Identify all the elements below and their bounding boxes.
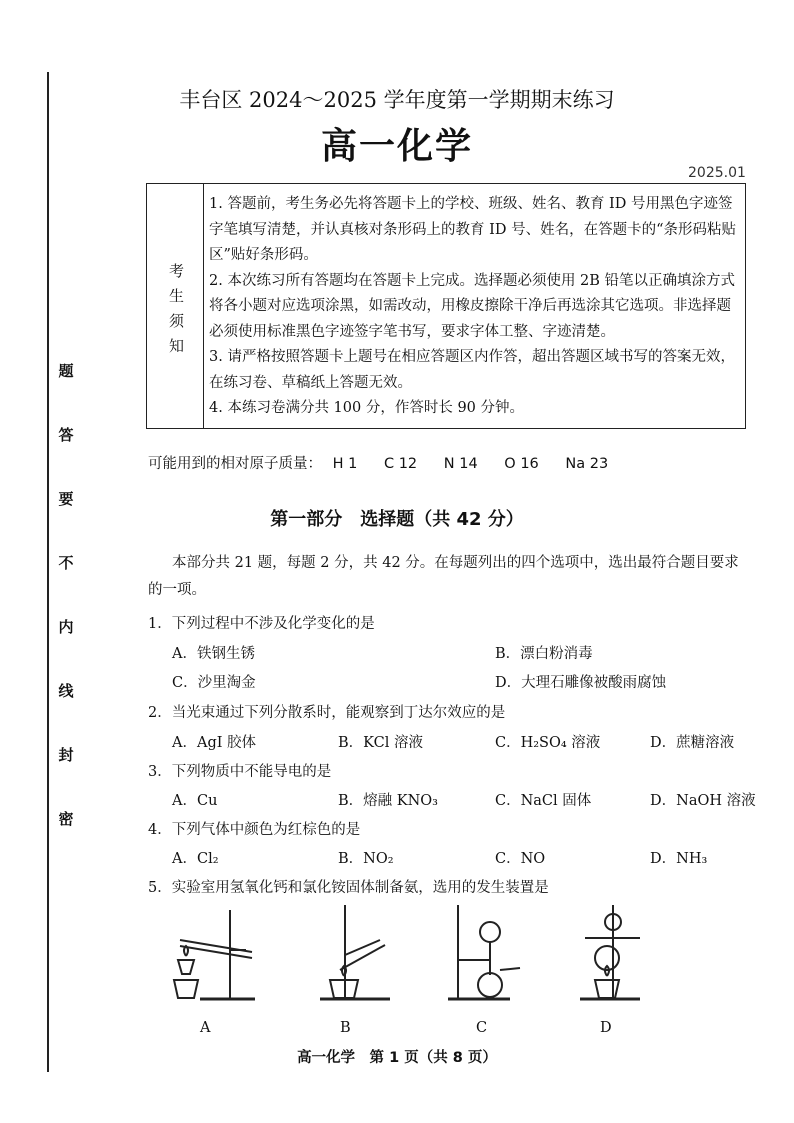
apparatus-c-label: C (476, 1020, 488, 1036)
question-1-option-b: B．漂白粉消毒 (495, 646, 593, 662)
atomic-mass-value: Na 23 (565, 456, 609, 472)
apparatus-b-label: B (340, 1020, 351, 1036)
date-note: 2025.01 (688, 165, 746, 181)
question-4-option-a: A．Cl₂ (172, 851, 219, 867)
margin-char: 线 (58, 682, 74, 700)
binding-line (47, 72, 49, 1072)
margin-char: 密 (58, 810, 74, 828)
atomic-mass-label: 可能用到的相对原子质量： (148, 456, 322, 472)
section-instructions: 本部分共 21 题，每题 2 分，共 42 分。在每题列出的四个选项中，选出最符合题目要求的一项。 (148, 555, 739, 598)
notice-list (209, 192, 739, 422)
apparatus-d-image (565, 900, 665, 1010)
question-5-stem: 5．实验室用氢氧化钙和氯化铵固体制备氨，选用的发生装置是 (148, 880, 549, 896)
margin-char: 答 (58, 426, 74, 444)
apparatus-c-image (440, 900, 540, 1010)
candidate-notice-box (146, 183, 746, 429)
question-3-option-b: B．熔融 KNO₃ (338, 793, 438, 809)
margin-char: 题 (58, 362, 74, 380)
notice-item: 1. 答题前，考生务必先将答题卡上的学校、班级、姓名、教育 ID 号用黑色字迹签字笔填写清楚，并认真核对条形码上的教育 ID 号、姓名，在答题卡的“条形码粘贴区”贴好条形码。 (209, 196, 736, 263)
atomic-mass-value: H 1 (332, 456, 358, 472)
apparatus-a-image (160, 900, 260, 1010)
atomic-mass-value: O 16 (504, 456, 539, 472)
notice-item: 3. 请严格按照答题卡上题号在相应答题区内作答，超出答题区域书写的答案无效，在练习卷、草稿纸上答题无效。 (209, 349, 735, 391)
margin-char: 要 (58, 490, 74, 508)
notice-label-char: 考 (169, 262, 185, 280)
question-2-option-b: B．KCl 溶液 (338, 735, 423, 751)
question-3-option-d: D．NaOH 溶液 (650, 793, 756, 809)
notice-label-char: 知 (169, 337, 185, 355)
notice-label-char: 生 (169, 287, 185, 305)
question-2-option-a: A．AgI 胶体 (172, 735, 257, 751)
notice-label (147, 184, 204, 428)
notice-label-char: 须 (169, 312, 185, 330)
atomic-mass-value: C 12 (383, 456, 418, 472)
question-4-option-b: B．NO₂ (338, 851, 394, 867)
notice-item: 4. 本练习卷满分共 100 分，作答时长 90 分钟。 (209, 400, 525, 416)
question-2-option-d: D．蔗糖溶液 (650, 735, 735, 751)
margin-notice (56, 360, 76, 872)
margin-char: 不 (58, 554, 74, 572)
question-3-option-a: A．Cu (172, 793, 218, 809)
question-4-stem: 4．下列气体中颜色为红棕色的是 (148, 822, 361, 838)
subject-title: 高一化学 (320, 125, 473, 167)
question-2-option-c: C．H₂SO₄ 溶液 (495, 735, 601, 751)
section-title: 第一部分 选择题（共 42 分） (270, 509, 524, 530)
question-3-stem: 3．下列物质中不能导电的是 (148, 764, 332, 780)
atomic-mass-line (148, 452, 630, 473)
margin-char: 内 (58, 618, 74, 636)
apparatus-b-image (310, 900, 410, 1010)
question-4-option-d: D．NH₃ (650, 851, 708, 867)
question-3-option-c: C．NaCl 固体 (495, 793, 592, 809)
margin-char: 封 (58, 746, 74, 764)
question-1-stem: 1．下列过程中不涉及化学变化的是 (148, 616, 375, 632)
question-1-option-c: C．沙里淘金 (172, 675, 256, 691)
question-1-option-d: D．大理石雕像被酸雨腐蚀 (495, 675, 667, 691)
apparatus-a-label: A (200, 1020, 211, 1036)
question-2-stem: 2．当光束通过下列分散系时，能观察到丁达尔效应的是 (148, 705, 506, 721)
question-4-option-c: C．NO (495, 851, 546, 867)
question-1-option-a: A．铁钢生锈 (172, 646, 255, 662)
exam-title: 丰台区 2024～2025 学年度第一学期期末练习 (179, 88, 615, 112)
page-footer: 高一化学 第 1 页（共 8 页） (297, 1050, 497, 1066)
apparatus-d-label: D (600, 1020, 612, 1036)
atomic-mass-value: N 14 (443, 456, 478, 472)
notice-item: 2. 本次练习所有答题均在答题卡上完成。选择题必须使用 2B 铅笔以正确填涂方式将各小题对应选项涂黑，如需改动，用橡皮擦除干净后再选涂其它选项。非选择题必须使用标准黑色字迹签字笔书写，要求字体工整、字迹清楚。 (209, 272, 736, 340)
